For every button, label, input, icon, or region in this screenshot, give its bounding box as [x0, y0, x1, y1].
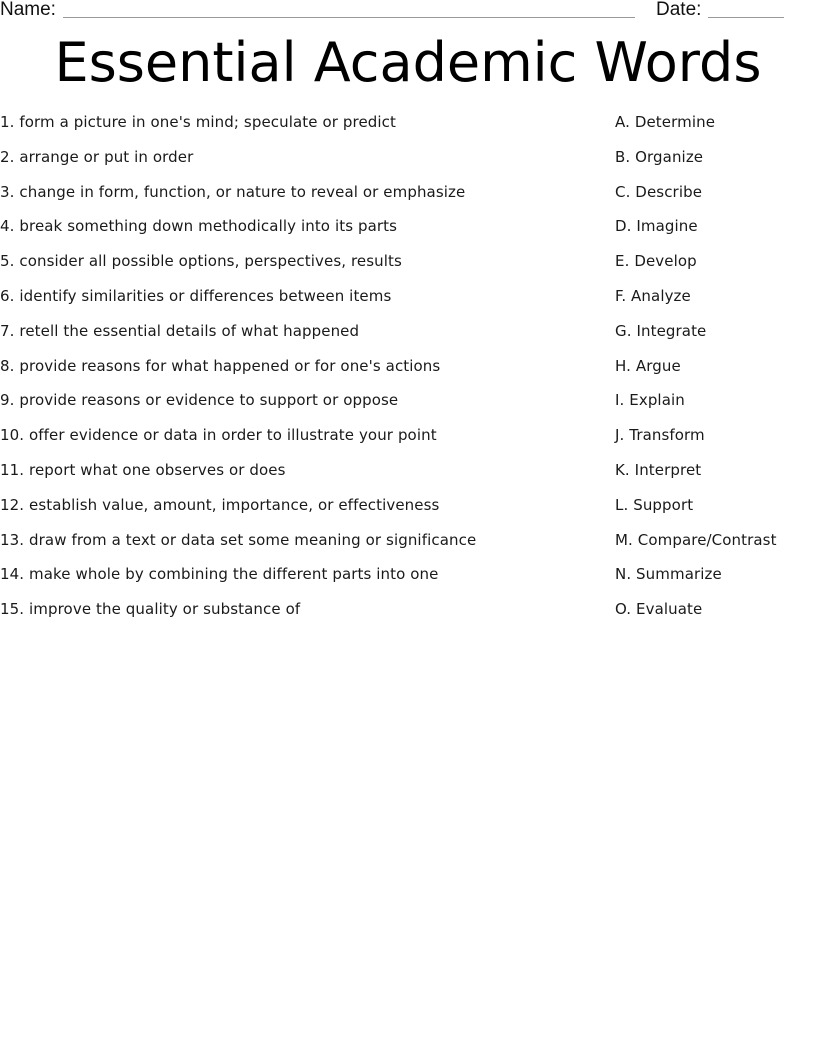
- clue-item: 11. report what one observes or does: [0, 460, 286, 479]
- answer-item: L. Support: [615, 495, 694, 514]
- answer-list: [615, 111, 815, 633]
- answer-item: K. Interpret: [615, 460, 702, 479]
- answer-item: E. Develop: [615, 252, 697, 271]
- clue-list: [0, 111, 600, 633]
- clue-item: 1. form a picture in one's mind; speculate or predict: [0, 113, 397, 131]
- clue-item: 13. draw from a text or data set some meaning or significance: [0, 530, 477, 549]
- clue-item: 10. offer evidence or data in order to illustrate your point: [0, 426, 437, 445]
- clue-item: 3. change in form, function, or nature to reveal or emphasize: [0, 182, 466, 201]
- answer-item: A. Determine: [615, 113, 716, 131]
- name-label: Name:: [0, 0, 56, 20]
- clue-item: 7. retell the essential details of what happened: [0, 321, 360, 340]
- name-blank-line: [63, 17, 635, 18]
- date-label: Date:: [656, 0, 702, 20]
- answer-item: B. Organize: [615, 147, 704, 166]
- answer-item: G. Integrate: [615, 321, 707, 340]
- answer-item: C. Describe: [615, 182, 703, 201]
- clue-item: 8. provide reasons for what happened or for one's actions: [0, 356, 441, 375]
- clue-item: 2. arrange or put in order: [0, 147, 194, 166]
- date-blank-line: [708, 17, 784, 18]
- answer-item: M. Compare/Contrast: [615, 530, 777, 549]
- worksheet-header: [0, 0, 816, 24]
- answer-item: H. Argue: [615, 356, 681, 375]
- answer-item: J. Transform: [615, 426, 705, 445]
- answer-item: D. Imagine: [615, 217, 698, 236]
- clue-item: 15. improve the quality or substance of: [0, 600, 301, 619]
- answer-item: F. Analyze: [615, 286, 691, 305]
- answer-item: I. Explain: [615, 391, 685, 410]
- answer-item: O. Evaluate: [615, 600, 703, 619]
- clue-item: 14. make whole by combining the different parts into one: [0, 565, 439, 584]
- clue-item: 5. consider all possible options, perspectives, results: [0, 252, 402, 271]
- clue-item: 6. identify similarities or differences between items: [0, 286, 392, 305]
- page-title: Essential Academic Words: [54, 31, 762, 94]
- clue-item: 4. break something down methodically into its parts: [0, 217, 398, 236]
- answer-item: N. Summarize: [615, 565, 722, 584]
- clue-item: 9. provide reasons or evidence to support or oppose: [0, 391, 399, 410]
- clue-item: 12. establish value, amount, importance, or effectiveness: [0, 495, 440, 514]
